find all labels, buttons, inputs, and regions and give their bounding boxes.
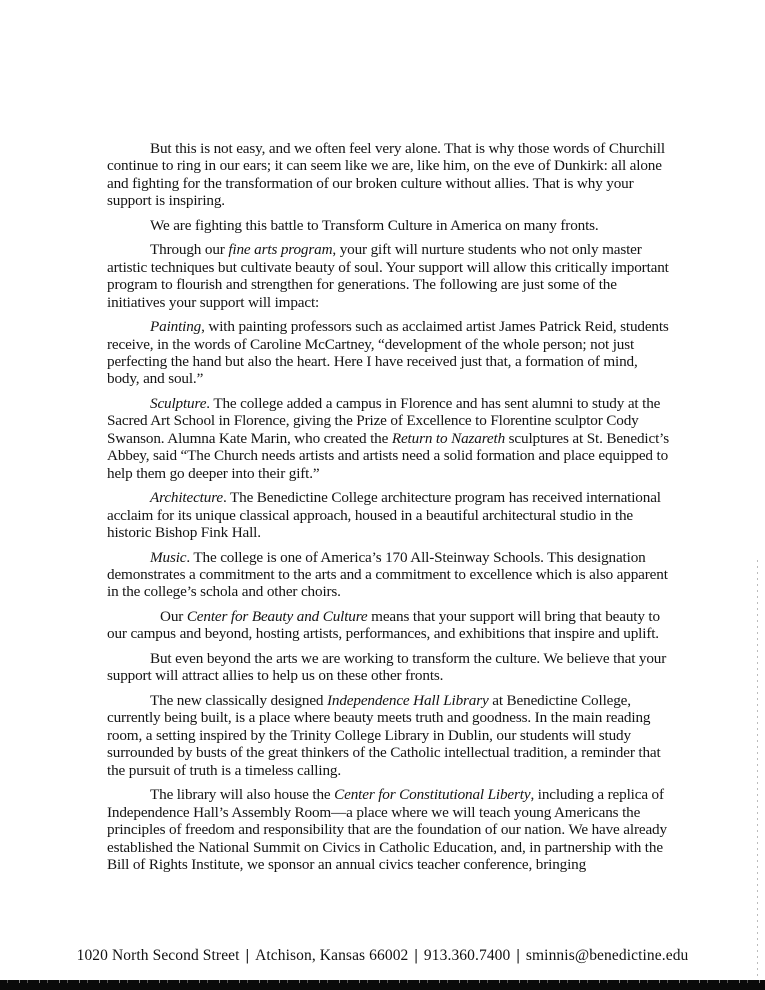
paragraph [107, 241, 672, 311]
footer-phone: 913.360.7400 [423, 947, 511, 964]
letter-body [107, 140, 672, 873]
paragraph [107, 786, 672, 873]
footer-separator: | [414, 947, 418, 964]
italic-text: fine arts program [228, 241, 333, 259]
paragraph [107, 692, 672, 779]
text-run: Through our [150, 241, 229, 259]
paragraph [107, 608, 672, 643]
footer-city: Atchison, Kansas 66002 [255, 947, 409, 964]
letterhead-footer [0, 947, 765, 965]
paragraph [107, 395, 672, 482]
paragraph [107, 549, 672, 601]
paragraph [107, 140, 672, 210]
text-run: , including a replica of Independence Hall’s Assembly Room—a place where we will teach young Americans the principles of freedom and responsibility that are the foundation of our nation. We have already established the National Summit on Civics in Catholic Education, and, in partnership with the Bill of Rights Institute, we sponsor an annual civics teacher conference, bringing [107, 786, 667, 873]
text-run: , your gift will nurture students who not only master artistic techniques but cultivate beauty of soul. Your support will allow this critically important program to flourish and strengthen for generations. The following are just some of the initiatives your support will impact: [107, 241, 669, 311]
text-run: , with painting professors such as acclaimed artist James Patrick Reid, students receive, in the words of Caroline McCartney, “development of the whole person; not just perfecting the hand but also the heart. Here I have received just that, a formation of mind, body, and soul.” [107, 318, 669, 388]
text-run: The library will also house the [150, 786, 335, 804]
italic-text: Architecture [150, 489, 223, 507]
text-run: We are fighting this battle to Transform Culture in America on many fronts. [150, 216, 599, 234]
italic-text: Center for Beauty and Culture [186, 608, 368, 626]
italic-text: Sculpture [150, 395, 207, 413]
text-run: Our [160, 608, 187, 626]
italic-text: Music [150, 548, 187, 566]
footer-separator: | [516, 947, 520, 964]
italic-text: Center for Constitutional Liberty [334, 786, 531, 804]
paragraph [107, 650, 672, 685]
text-run: . The college is one of America’s 170 All-Steinway Schools. This designation demonstrates a commitment to the arts and a commitment to excellence which is also apparent in the college’s schola and other choirs. [107, 548, 668, 601]
italic-text: Painting [150, 318, 202, 336]
text-run: means that your support will bring that beauty to our campus and beyond, hosting artists, performances, and exhibitions that inspire and uplift. [107, 608, 660, 643]
italic-text: Independence Hall Library [327, 692, 489, 710]
scan-bottom-bar [0, 980, 765, 990]
italic-text: Return to Nazareth [391, 429, 506, 447]
paragraph [107, 489, 672, 541]
footer-address: 1020 North Second Street [76, 947, 240, 964]
footer-email[interactable]: sminnis@benedictine.edu [525, 947, 689, 964]
footer-separator: | [245, 947, 250, 964]
paragraph [107, 217, 672, 234]
scan-edge-artifact [757, 560, 758, 980]
text-run: . The Benedictine College architecture program has received international acclaim for its unique classical approach, housed in a beautiful architectural studio in the historic Bishop Fink Hall. [107, 489, 661, 542]
text-run: sculptures at St. Benedict’s Abbey, said “The Church needs artists and artists need a solid formation and place equipped to help them go deeper into their gift.” [107, 429, 669, 482]
text-run: The new classically designed [150, 692, 327, 710]
text-run: But even beyond the arts we are working to transform the culture. We believe that your support will attract allies to help us on these other fronts. [107, 650, 667, 685]
text-run: But this is not easy, and we often feel very alone. That is why those words of Churchill continue to ring in our ears; it can seem like we are, like him, on the eve of Dunkirk: all alone and fighting for the transformation of our broken culture without allies. That is why your support is inspiring. [107, 140, 665, 210]
paragraph [107, 318, 672, 388]
text-run: at Benedictine College, currently being built, is a place where beauty meets truth and goodness. In the main reading room, a setting inspired by the Trinity College Library in Dublin, our students will study surrounded by busts of the great thinkers of the Catholic intellectual tradition, a reminder that the pursuit of truth is a timeless calling. [107, 692, 661, 779]
text-run: . The college added a campus in Florence and has sent alumni to study at the Sacred Art School in Florence, giving the Prize of Excellence to Florentine sculptor Cody Swanson. Alumna Kate Marin, who created the [107, 395, 661, 447]
